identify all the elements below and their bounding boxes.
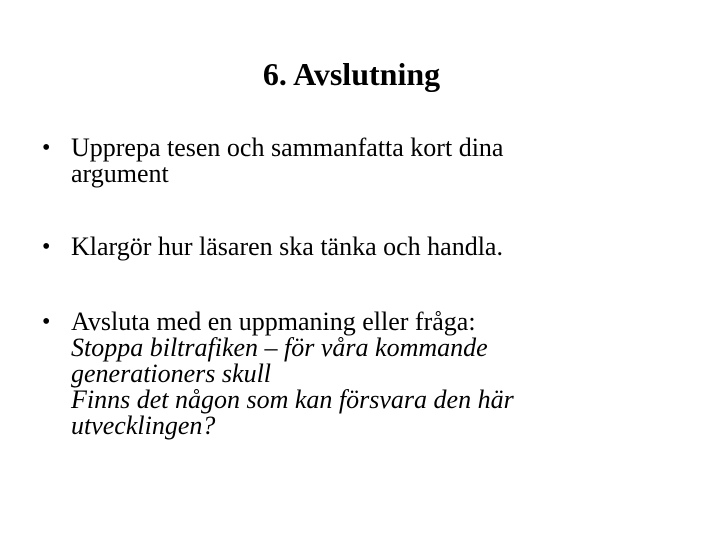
slide-title: 6. Avslutning xyxy=(262,56,441,92)
bullet-text xyxy=(71,135,681,187)
example-line: generationers skull xyxy=(71,359,272,388)
example-line: utvecklingen? xyxy=(71,411,216,440)
bullet-text xyxy=(71,309,681,439)
bullet-icon: • xyxy=(42,234,51,260)
example-line: Stoppa biltrafiken – för våra kommande xyxy=(71,333,488,362)
bullet-line: Klargör hur läsaren ska tänka och handla. xyxy=(71,232,503,261)
bullet-icon: • xyxy=(42,309,51,335)
example-line: Finns det någon som kan försvara den här xyxy=(71,385,514,414)
bullet-line: argument xyxy=(71,159,169,188)
bullet-text xyxy=(71,234,681,260)
bullet-line: Upprepa tesen och sammanfatta kort dina xyxy=(71,133,504,162)
bullet-line: Avsluta med en uppmaning eller fråga: xyxy=(71,307,476,336)
bullet-icon: • xyxy=(42,135,51,161)
